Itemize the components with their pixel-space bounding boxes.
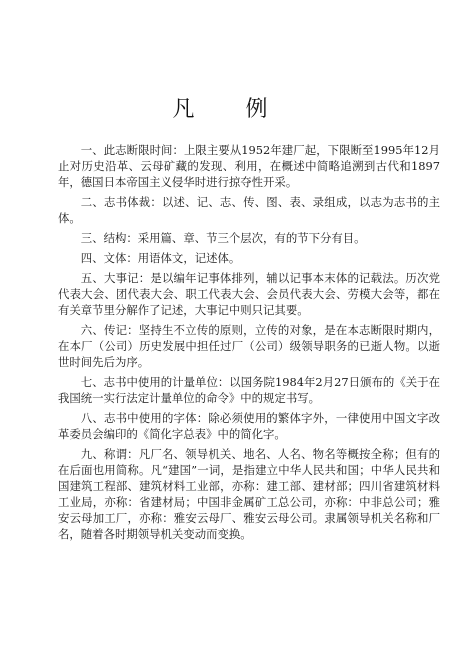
document-body xyxy=(58,142,440,546)
paragraph-2: 二、志书体裁：以述、记、志、传、图、表、录组成，以志为志书的主体。 xyxy=(58,195,440,225)
paragraph-5: 五、大事记：是以编年记事体排列，辅以记事本末体的记载法。历次党代表大会、团代表大会、职工代表大会、会员代表大会、劳模大会等，都在有关章节里分解作了记述，大事记中则只记其要。 xyxy=(58,271,440,317)
paragraph-7: 七、志书中使用的计量单位：以国务院1984年2月27日颁布的《关于在我国统一实行法定计量单位的命令》中的规定书写。 xyxy=(58,375,440,405)
paragraph-3: 三、结构：采用篇、章、节三个层次，有的节下分有目。 xyxy=(80,231,366,245)
paragraph-9: 九、称谓：凡厂名、领导机关、地名、人名、物名等概按全称；但有的在后面也用简称。凡“建国”一词，是指建立中华人民共和国；中华人民共和国建筑工程部、建筑材料工业部，亦称：建工部、建材部；四川省建筑材料工业局，亦称：省建材局；中国非金属矿工总公司，亦称：中非总公司；雅安云母加工厂，亦称：雅安云母厂、雅安云母公司。隶属领导机关名称和厂名，随着各时期领导机关变动而变换。 xyxy=(58,447,440,541)
page-title: 凡 例 xyxy=(172,97,290,122)
paragraph-1: 一、此志断限时间：上限主要从1952年建厂起，下限断至1995年12月止对历史沿革、云母矿藏的发现、利用，在概述中简略追溯到古代和1897年，德国日本帝国主义侵华时进行掠夺性开采。 xyxy=(58,143,440,189)
paragraph-4: 四、文体：用语体文，记述体。 xyxy=(80,251,241,265)
paragraph-6: 六、传记：坚持生不立传的原则，立传的对象，是在本志断限时期内，在本厂（公司）历史发展中担任过厂（公司）级领导职务的已逝人物。以逝世时间先后为序。 xyxy=(58,323,440,369)
paragraph-8: 八、志书中使用的字体：除必须使用的繁体字外，一律使用中国文字改革委员会编印的《简化字总表》中的简化字。 xyxy=(58,411,440,441)
